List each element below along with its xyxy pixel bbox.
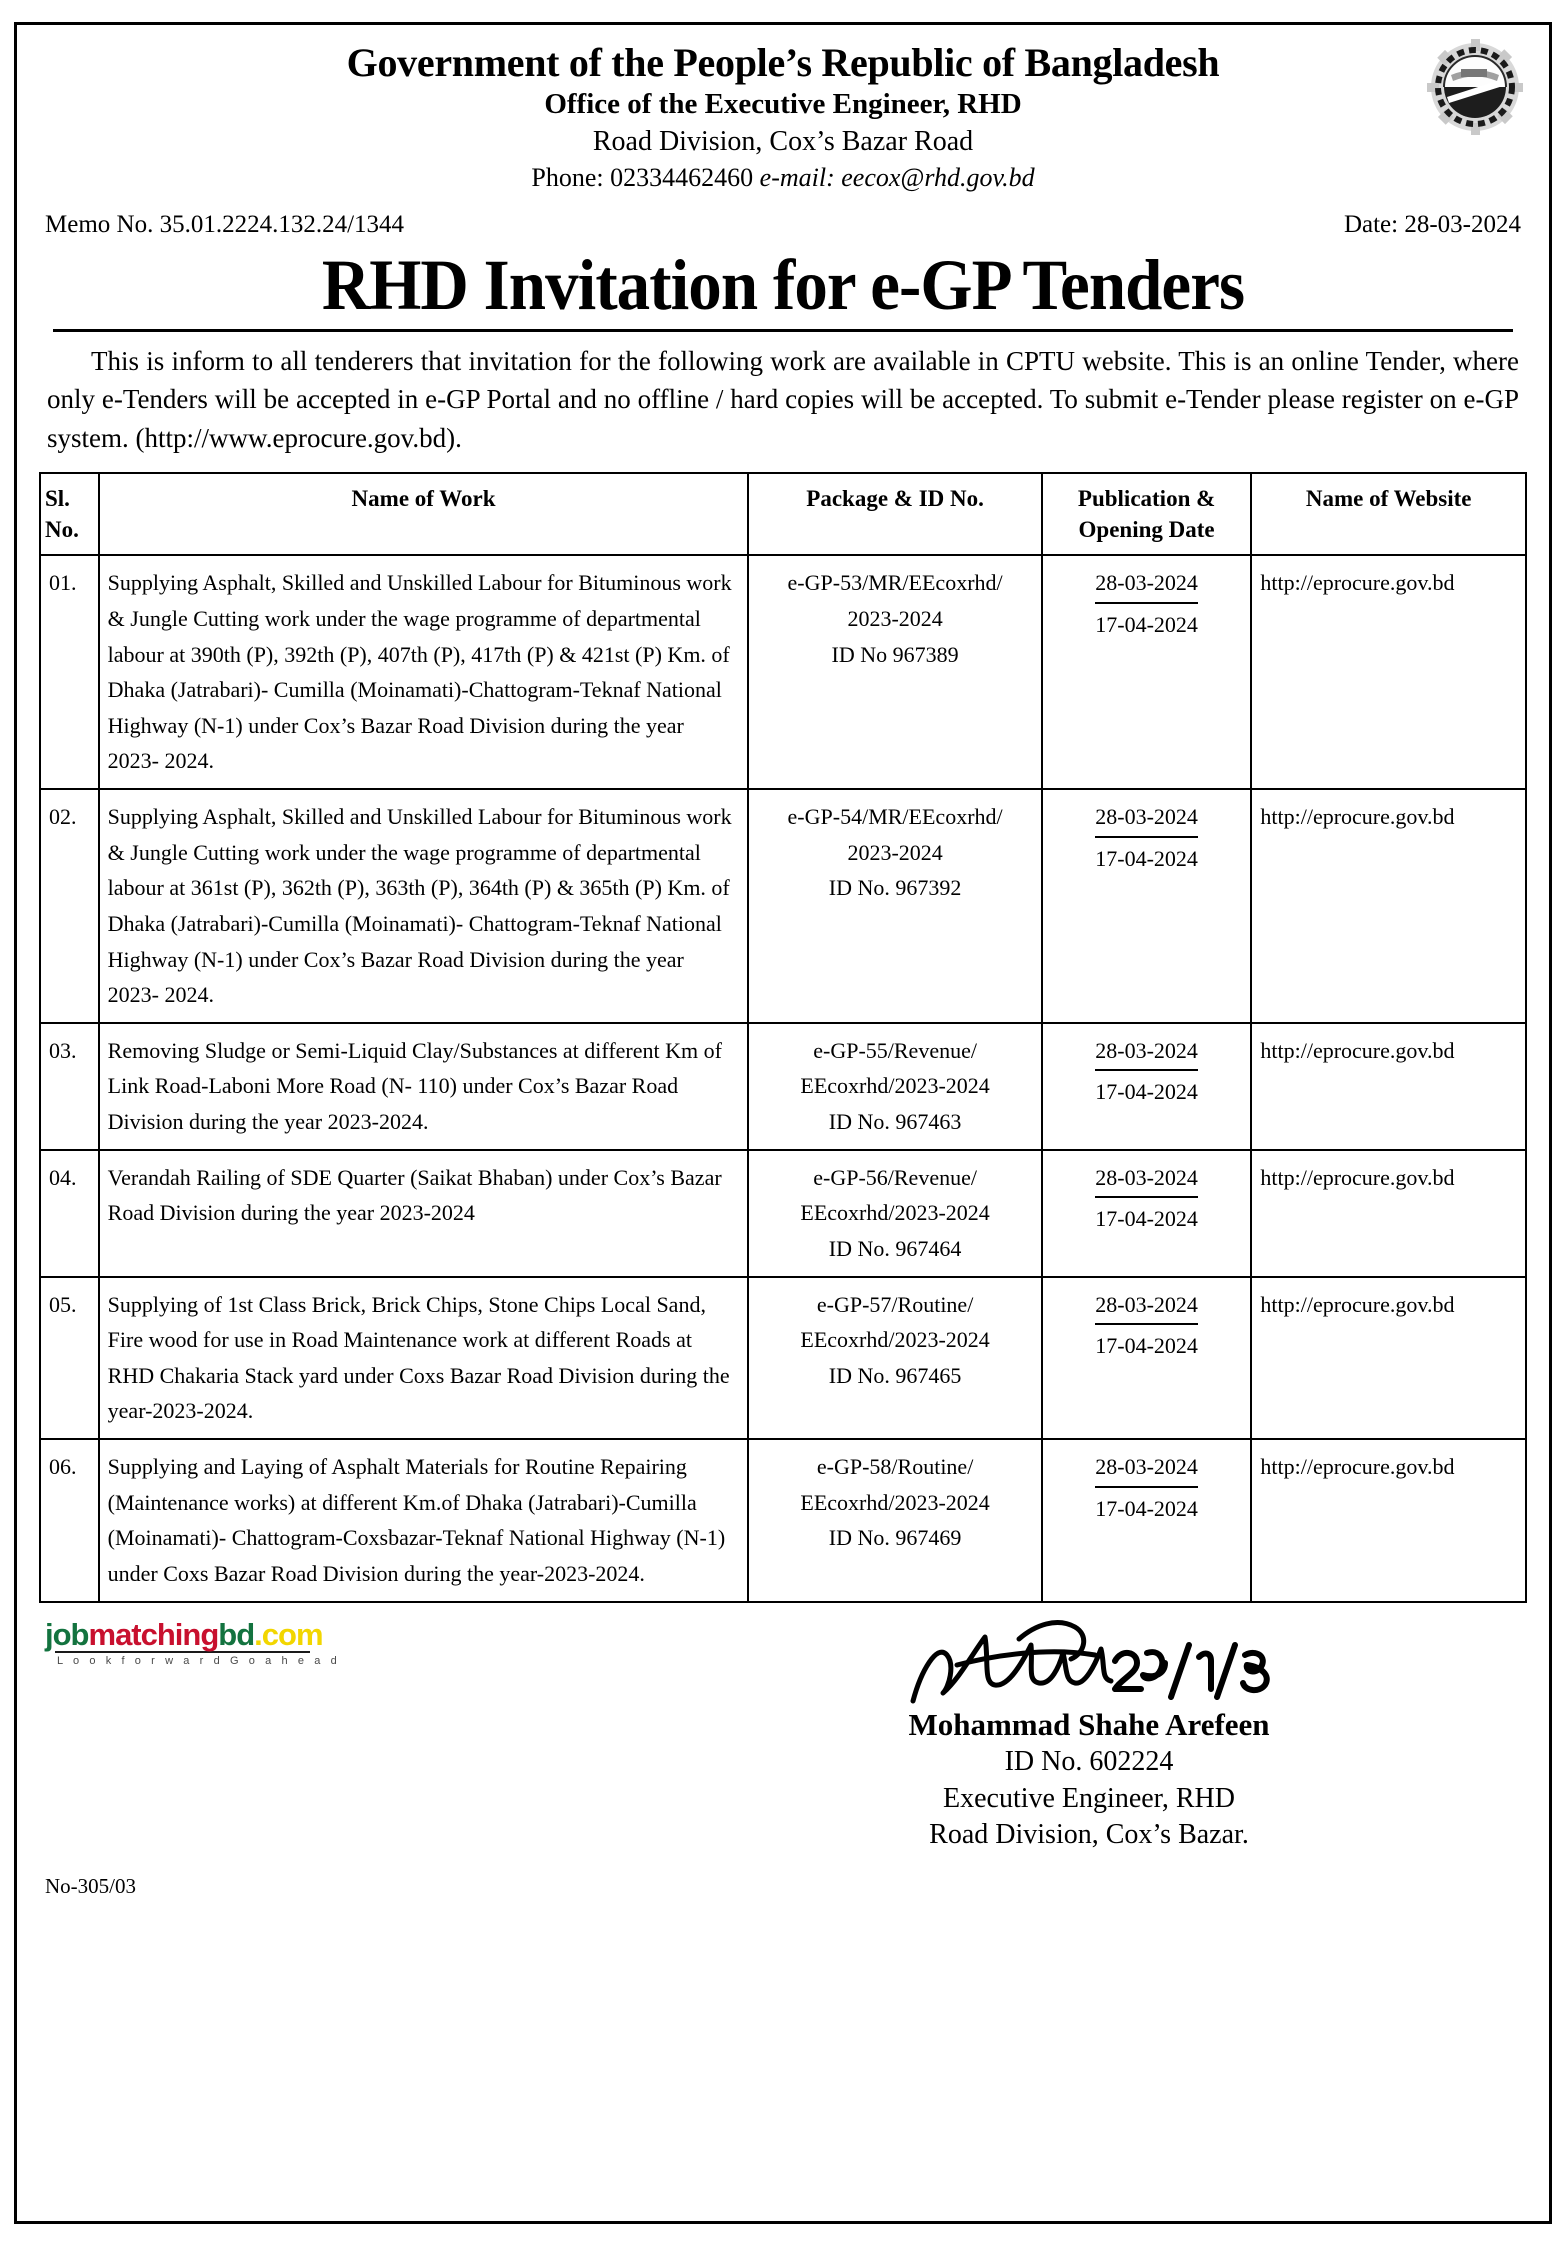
opening-date: 17-04-2024 [1095, 1333, 1198, 1359]
memo-number: Memo No. 35.01.2224.132.24/1344 [45, 210, 405, 238]
package-line: e-GP-58/Routine/ [816, 1454, 974, 1479]
watermark-tagline: L o o k f o r w a r d G o a h e a d [57, 1654, 341, 1667]
document-page [14, 22, 1552, 2224]
row-package-id [748, 555, 1041, 789]
row-website[interactable]: http://eprocure.gov.bd [1251, 1439, 1526, 1602]
signatory-designation: Executive Engineer, RHD [942, 1782, 1235, 1814]
package-line: ID No. 967392 [828, 875, 962, 901]
division-line: Road Division, Cox’s Bazar Road [592, 126, 974, 158]
watermark-wordmark [45, 1616, 345, 1652]
watermark-part-matching: matching [88, 1616, 219, 1652]
watermark-part-job: job [45, 1616, 89, 1652]
row-name-of-work: Removing Sludge or Semi-Liquid Clay/Substances at different Km of Link Road-Laboni More Road (N- 110) under Cox’s Bazar Road Division during the year 2023-2024. [99, 1023, 749, 1150]
package-line: ID No. 967463 [828, 1109, 962, 1134]
row-website[interactable]: http://eprocure.gov.bd [1251, 1150, 1526, 1277]
column-header-sl-no: Sl. No. [40, 473, 99, 555]
table-row [40, 1150, 1526, 1277]
jobmatchingbd-watermark-logo [45, 1616, 345, 1667]
package-line: e-GP-57/Routine/ [816, 1291, 974, 1317]
row-package-id [748, 1439, 1041, 1602]
table-header-row [40, 473, 1526, 555]
row-name-of-work: Supplying and Laying of Asphalt Materials for Routine Repairing (Maintenance works) at different Km.of Dhaka (Jatrabari)-Cumilla (Moinamati)- Chattogram-Coxsbazar-Teknaf National Highway (N-1) under Coxs Bazar Road Division during the year-2023-2024. [99, 1439, 749, 1602]
package-line: EEcoxrhd/2023-2024 [800, 1200, 990, 1226]
signatory-office: Road Division, Cox’s Bazar. [929, 1819, 1249, 1851]
watermark-part-com: .com [254, 1616, 323, 1652]
column-header-name-of-work: Name of Work [99, 473, 749, 555]
signatory-name: Mohammad Shahe Arefeen [908, 1706, 1270, 1742]
title-divider [53, 329, 1513, 332]
column-header-package-id: Package & ID No. [748, 473, 1041, 555]
publication-date: 28-03-2024 [1095, 1160, 1198, 1199]
watermark-part-bd: bd [218, 1616, 255, 1652]
publication-date: 28-03-2024 [1095, 1287, 1198, 1326]
table-row [40, 555, 1526, 789]
row-package-id [748, 789, 1041, 1023]
intro-paragraph: This is inform to all tenderers that invitation for the following work are available in CPTU website. This is an online Tender, where only e-Tenders will be accepted in e-GP Portal and no offline / hard copies will be accepted. To submit e-Tender please register on e-GP system. (http://www.eprocure.gov.bd). [47, 345, 1519, 454]
publication-date: 28-03-2024 [1095, 565, 1198, 604]
phone-label: Phone: 02334462460 [531, 163, 754, 193]
opening-date: 17-04-2024 [1095, 845, 1198, 871]
row-dates [1042, 789, 1252, 1023]
package-line: 2023-2024 [847, 839, 943, 865]
row-package-id [748, 1023, 1041, 1150]
signature-block [679, 1609, 1499, 1854]
package-line: ID No. 967469 [828, 1525, 962, 1551]
package-line: ID No 967389 [831, 641, 959, 667]
row-dates [1042, 1277, 1252, 1440]
memo-date: Date: 28-03-2024 [1343, 210, 1521, 238]
publication-date: 28-03-2024 [1095, 799, 1198, 838]
row-sl-no: 03. [40, 1023, 99, 1150]
column-header-name-of-website: Name of Website [1251, 473, 1526, 555]
package-line: 2023-2024 [847, 605, 943, 631]
package-line: EEcoxrhd/2023-2024 [800, 1489, 990, 1515]
row-sl-no: 06. [40, 1439, 99, 1602]
table-row [40, 1439, 1526, 1602]
opening-date: 17-04-2024 [1095, 1206, 1198, 1232]
package-line: EEcoxrhd/2023-2024 [800, 1073, 990, 1099]
package-line: ID No. 967464 [828, 1235, 962, 1261]
table-row [40, 1277, 1526, 1440]
row-name-of-work: Supplying Asphalt, Skilled and Unskilled Labour for Bituminous work & Jungle Cutting work under the wage programme of departmental labour at 361st (P), 362th (P), 363th (P), 364th (P) & 365th (P) Km. of Dhaka (Jatrabari)-Cumilla (Moinamati)- Chattogram-Teknaf National Highway (N-1) under Cox’s Bazar Road Division during the year 2023- 2024. [99, 789, 749, 1023]
row-dates [1042, 1023, 1252, 1150]
row-dates [1042, 555, 1252, 789]
row-sl-no: 04. [40, 1150, 99, 1277]
row-website[interactable]: http://eprocure.gov.bd [1251, 555, 1526, 789]
row-dates [1042, 1150, 1252, 1277]
package-line: e-GP-56/Revenue/ [813, 1164, 977, 1190]
row-package-id [748, 1150, 1041, 1277]
publication-date: 28-03-2024 [1095, 1449, 1198, 1488]
table-row [40, 1023, 1526, 1150]
letterhead [39, 33, 1527, 195]
memo-row [39, 211, 1527, 239]
package-line: e-GP-55/Revenue/ [813, 1037, 977, 1063]
office-line: Office of the Executive Engineer, RHD [544, 88, 1022, 121]
row-name-of-work: Supplying of 1st Class Brick, Brick Chips, Stone Chips Local Sand, Fire wood for use in Road Maintenance work at different Roads at RHD Chakaria Stack yard under Coxs Bazar Road Division during the year-2023-2024. [99, 1277, 749, 1440]
opening-date: 17-04-2024 [1095, 1079, 1198, 1105]
rhd-emblem-icon [1427, 39, 1523, 135]
handwritten-signature-icon [679, 1609, 1499, 1710]
row-dates [1042, 1439, 1252, 1602]
publication-date: 28-03-2024 [1095, 1033, 1198, 1072]
package-line: ID No. 967465 [828, 1362, 962, 1388]
contact-line [39, 161, 1527, 194]
row-name-of-work: Supplying Asphalt, Skilled and Unskilled Labour for Bituminous work & Jungle Cutting work under the wage programme of departmental labour at 390th (P), 392th (P), 407th (P), 417th (P) & 421st (P) Km. of Dhaka (Jatrabari)- Cumilla (Moinamati)-Chattogram-Teknaf National Highway (N-1) under Cox’s Bazar Road Division during the year 2023- 2024. [99, 555, 749, 789]
row-name-of-work: Verandah Railing of SDE Quarter (Saikat Bhaban) under Cox’s Bazar Road Division during the year 2023-2024 [99, 1150, 749, 1277]
row-website[interactable]: http://eprocure.gov.bd [1251, 789, 1526, 1023]
row-sl-no: 02. [40, 789, 99, 1023]
package-line: e-GP-53/MR/EEcoxrhd/ [787, 570, 1003, 596]
document-number: No-305/03 [45, 1873, 136, 1898]
package-line: EEcoxrhd/2023-2024 [800, 1327, 990, 1353]
row-website[interactable]: http://eprocure.gov.bd [1251, 1277, 1526, 1440]
opening-date: 17-04-2024 [1095, 611, 1198, 637]
email-label: e-mail: eecox@rhd.gov.bd [759, 163, 1035, 193]
row-sl-no: 05. [40, 1277, 99, 1440]
column-header-publication-opening-date: Publication & Opening Date [1042, 473, 1252, 555]
table-row [40, 789, 1526, 1023]
row-package-id [748, 1277, 1041, 1440]
signatory-id-no: ID No. 602224 [1004, 1746, 1174, 1778]
government-line: Government of the People’s Republic of Bangladesh [346, 40, 1220, 85]
footer [39, 1609, 1527, 1909]
tenders-table [39, 472, 1527, 1602]
page-title: RHD Invitation for e-GP Tenders [321, 244, 1245, 325]
row-sl-no: 01. [40, 555, 99, 789]
opening-date: 17-04-2024 [1095, 1495, 1198, 1521]
tenders-table-body [40, 555, 1526, 1601]
package-line: e-GP-54/MR/EEcoxrhd/ [787, 804, 1003, 829]
row-website[interactable]: http://eprocure.gov.bd [1251, 1023, 1526, 1150]
